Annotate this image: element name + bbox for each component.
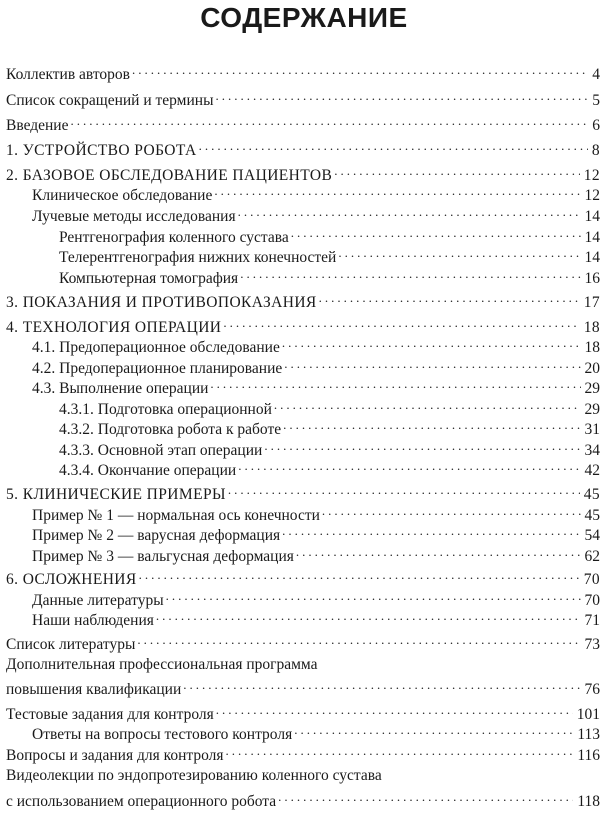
dot-leader	[322, 500, 581, 520]
toc-entry[interactable]	[6, 699, 600, 723]
dot-leader	[70, 110, 588, 130]
toc-entry-label: Компьютерная томография	[59, 270, 239, 287]
toc-entry-page: 12	[583, 167, 600, 184]
toc-entry[interactable]	[32, 520, 600, 544]
dot-leader	[238, 201, 581, 221]
toc-entry-label: Лучевые методы исследования	[32, 208, 236, 225]
toc-entry-page: 17	[583, 294, 600, 311]
dot-leader	[210, 373, 580, 393]
toc-entry-page: 54	[584, 527, 600, 544]
toc-entry-page: 20	[584, 360, 600, 377]
dot-leader	[282, 332, 581, 352]
toc-entry[interactable]	[59, 455, 600, 479]
toc-entry-label: 1. УСТРОЙСТВО РОБОТА	[6, 142, 197, 159]
dot-leader	[240, 263, 580, 283]
toc-entry-label: Пример № 1 — нормальная ось конечности	[32, 507, 320, 524]
toc-entry-page: 29	[584, 380, 600, 397]
toc-entry-label: 4.3. Выполнение операции	[32, 380, 209, 397]
toc-entry-page: 70	[584, 592, 600, 609]
toc-entry[interactable]	[32, 332, 600, 356]
toc-entry[interactable]	[6, 110, 600, 134]
toc-entry-page: 62	[584, 548, 600, 565]
toc-entry[interactable]	[32, 719, 600, 743]
toc-entry[interactable]	[6, 85, 600, 109]
toc-entry-label: Пример № 3 — вальгусная деформация	[32, 548, 294, 565]
dot-leader	[166, 585, 581, 605]
toc-entry-label: Введение	[6, 117, 69, 134]
toc-entry-page: 18	[583, 319, 600, 336]
dot-leader	[238, 455, 580, 475]
toc-entry-label: 4.1. Предоперационное обследование	[32, 339, 280, 356]
toc-entry-label: Клиническое обследование	[32, 187, 213, 204]
dot-leader	[228, 479, 580, 499]
toc-entry-label: Коллектив авторов	[6, 66, 130, 83]
toc-entry[interactable]	[6, 674, 600, 698]
dot-leader	[226, 740, 574, 760]
toc-entry-label: 4.2. Предоперационное планирование	[32, 360, 283, 377]
toc-entry-label: 2. БАЗОВОЕ ОБСЛЕДОВАНИЕ ПАЦИЕНТОВ	[6, 167, 333, 184]
dot-leader	[284, 353, 580, 373]
toc-entry[interactable]	[6, 59, 600, 83]
toc-entry-label: Пример № 2 — варусная деформация	[32, 527, 281, 544]
toc-entry[interactable]	[6, 160, 600, 184]
toc-entry[interactable]	[32, 201, 600, 225]
toc-entry-label: Наши наблюдения	[32, 612, 154, 629]
toc-entry-label: 4.3.2. Подготовка робота к работе	[59, 421, 282, 438]
toc-entry-page: 4	[592, 66, 600, 83]
dot-leader	[338, 242, 580, 262]
toc-entry-page: 6	[592, 117, 600, 134]
toc-entry[interactable]	[59, 394, 600, 418]
dot-leader	[294, 719, 573, 739]
toc-entry-page: 113	[577, 726, 600, 743]
dot-leader	[214, 180, 580, 200]
toc-entry-page: 16	[584, 270, 600, 287]
dot-leader	[264, 435, 580, 455]
toc-entry[interactable]	[32, 180, 600, 204]
toc-entry-label: Ответы на вопросы тестового контроля	[32, 726, 293, 743]
toc-entry-page: 5	[592, 92, 600, 109]
toc-entry-label: Список литературы	[6, 636, 136, 653]
toc-entry-page: 45	[584, 507, 600, 524]
toc-entry[interactable]	[59, 414, 600, 438]
toc-entry-label: 4.3.3. Основной этап операции	[59, 442, 263, 459]
dot-leader	[319, 287, 580, 307]
toc-entry-page: 70	[583, 571, 600, 588]
toc-entry-label-line1: Дополнительная профессиональная программа	[6, 656, 318, 673]
toc-entry[interactable]	[59, 242, 600, 266]
toc-entry[interactable]	[59, 263, 600, 287]
toc-entry[interactable]	[32, 541, 600, 565]
toc-entry-label-line1: Видеолекции по эндопротезированию коленного сустава	[6, 767, 382, 784]
dot-leader	[334, 160, 579, 180]
dot-leader	[216, 699, 573, 719]
toc-entry-page: 14	[584, 208, 600, 225]
toc-entry-page: 76	[584, 681, 600, 698]
dot-leader	[156, 605, 581, 625]
toc-entry-label: Тестовые задания для контроля	[6, 706, 214, 723]
toc-entry[interactable]	[59, 222, 600, 246]
toc-entry-label: Рентгенография коленного сустава	[59, 229, 289, 246]
dot-leader	[291, 222, 581, 242]
dot-leader	[283, 414, 580, 434]
toc-entry-label: 6. ОСЛОЖНЕНИЯ	[6, 571, 137, 588]
toc-entry[interactable]	[32, 605, 600, 629]
toc-entry-label: Данные литературы	[32, 592, 164, 609]
dot-leader	[183, 674, 580, 694]
toc-entry[interactable]	[6, 312, 600, 336]
toc-entry[interactable]	[32, 353, 600, 377]
dot-leader	[282, 520, 580, 540]
toc-entry-label: Вопросы и задания для контроля	[6, 747, 224, 764]
toc-entry-label: 3. ПОКАЗАНИЯ И ПРОТИВОПОКАЗАНИЯ	[6, 294, 317, 311]
dot-leader	[139, 564, 580, 584]
dot-leader	[296, 541, 581, 561]
toc-entry-page: 18	[584, 339, 600, 356]
toc-entry-page: 71	[584, 612, 600, 629]
toc-entry-page: 12	[584, 187, 600, 204]
toc-entry[interactable]	[32, 500, 600, 524]
toc-entry[interactable]	[32, 585, 600, 609]
dot-leader	[278, 786, 573, 806]
toc-entry[interactable]	[6, 564, 600, 588]
dot-leader	[137, 629, 580, 649]
toc-entry-label: 4.3.4. Окончание операции	[59, 462, 237, 479]
toc-entry-label: с использованием операционного робота	[6, 793, 277, 810]
toc-entry[interactable]	[6, 479, 600, 503]
toc-entry-page: 45	[583, 486, 600, 503]
toc-entry[interactable]	[6, 786, 600, 810]
toc-entry-page: 14	[584, 229, 600, 246]
toc-entry-label: повышения квалификации	[6, 681, 182, 698]
toc-entry-page: 8	[591, 142, 600, 159]
toc-entry-page: 29	[584, 401, 600, 418]
toc-entry[interactable]	[6, 629, 600, 653]
toc-entry[interactable]	[6, 740, 600, 764]
dot-leader	[274, 394, 581, 414]
toc-entry-page: 31	[584, 421, 600, 438]
dot-leader	[132, 59, 588, 79]
toc-entry-label: 5. КЛИНИЧЕСКИЕ ПРИМЕРЫ	[6, 486, 226, 503]
toc-entry-page: 116	[577, 747, 600, 764]
dot-leader	[215, 85, 588, 105]
toc-entry-page: 73	[584, 636, 600, 653]
toc-entry-label: 4. ТЕХНОЛОГИЯ ОПЕРАЦИИ	[6, 319, 222, 336]
dot-leader	[223, 312, 579, 332]
toc-entry-label: Телерентгенография нижних конечностей	[59, 249, 337, 266]
toc-entry[interactable]	[6, 135, 600, 159]
toc-entry-page: 101	[576, 706, 600, 723]
toc-entry-page: 42	[584, 462, 600, 479]
toc-entry-label: 4.3.1. Подготовка операционной	[59, 401, 272, 418]
toc-entry[interactable]	[6, 287, 600, 311]
dot-leader	[199, 135, 588, 155]
toc-entry-page: 34	[584, 442, 600, 459]
toc-entry-label: Список сокращений и термины	[6, 92, 214, 109]
page-title: СОДЕРЖАНИЕ	[200, 2, 408, 33]
toc-entry-page: 118	[577, 793, 600, 810]
toc-entry-page: 14	[584, 249, 600, 266]
toc-entry[interactable]	[32, 373, 600, 397]
toc-entry[interactable]	[59, 435, 600, 459]
